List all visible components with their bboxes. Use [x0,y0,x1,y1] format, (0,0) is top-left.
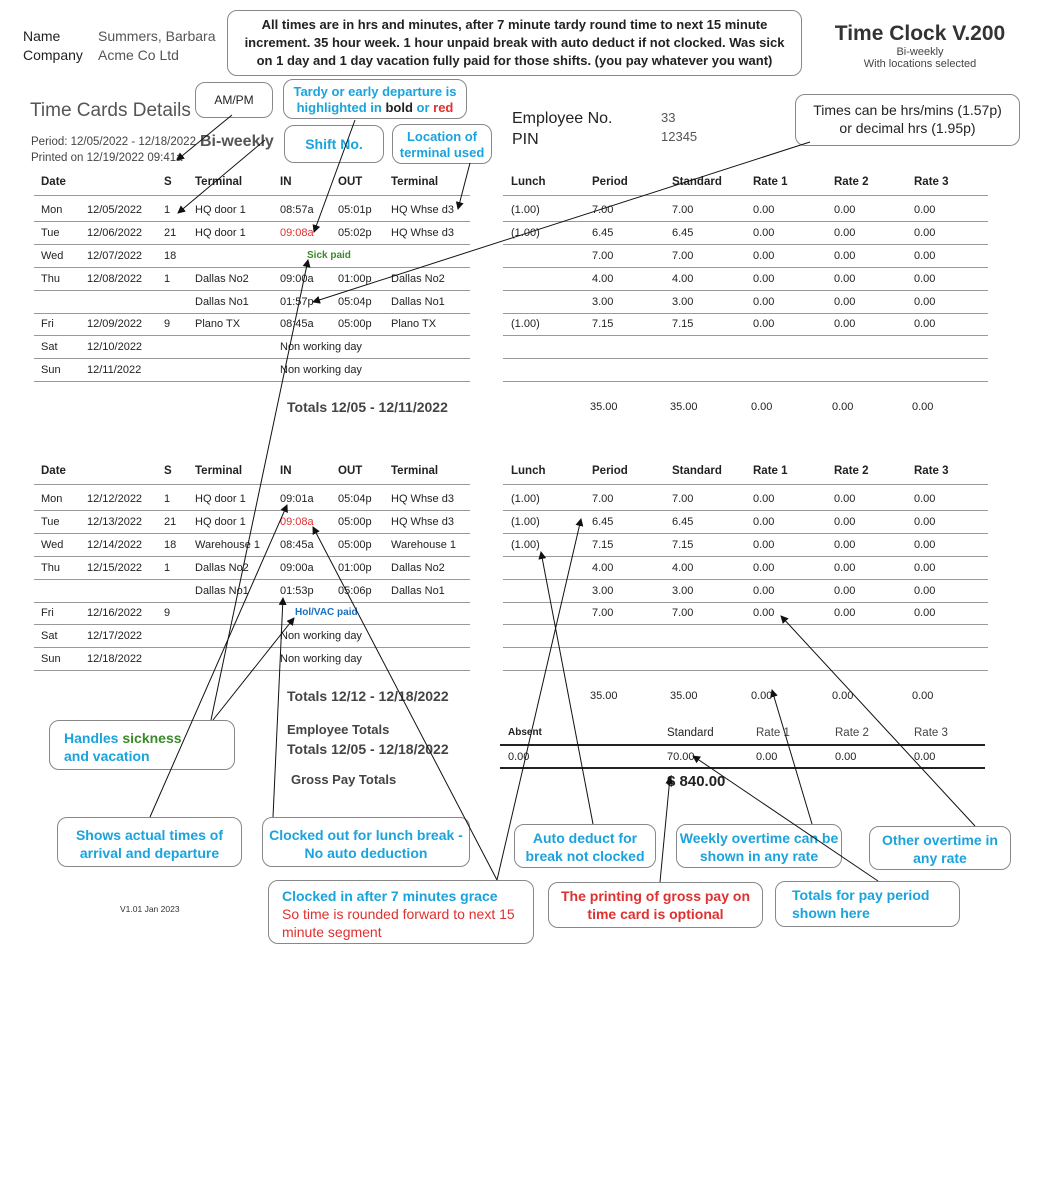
week2-row-s: 1 [164,562,171,574]
name-value: Summers, Barbara [98,28,216,44]
week2-row-lunch: (1.00) [511,539,540,551]
week1-totals-r3: 0.00 [912,401,934,413]
week2-row-term2: HQ Whse d3 [391,516,454,528]
week1-row-in: 01:57p [280,296,314,308]
week2-row-period: 7.15 [592,539,614,551]
week1-row-s: 1 [164,204,171,216]
week2-row-std: 6.45 [672,516,694,528]
week1-row-out: 05:01p [338,204,372,216]
week1-row-in: 09:00a [280,273,314,285]
week2-row-term: Dallas No2 [195,562,249,574]
week2-row-day: Thu [41,562,60,574]
week2-row-in: Non working day [280,630,362,642]
callout-auto-deduct-text: Auto deduct for break not clocked [525,830,645,864]
et-std: 70.00 [667,751,695,763]
week1-row-term2: Dallas No1 [391,296,445,308]
week2-header-terminal2: Terminal [391,465,439,477]
week2-row-period: 6.45 [592,516,614,528]
week1-row-r2: 0.00 [834,273,856,285]
week2-row-in: 01:53p [280,585,314,597]
week2-row-r2: 0.00 [834,562,856,574]
week1-row-r2: 0.00 [834,204,856,216]
page-title: Time Cards Details [30,100,191,121]
week1-row-date: 12/11/2022 [87,364,142,376]
sickness-handles: Handles [64,730,119,746]
week1-row-lunch: (1.00) [511,227,540,239]
week2-row-in: 08:45a [280,539,314,551]
week1-row-date: 12/07/2022 [87,250,143,262]
week1-row-out: 05:02p [338,227,372,239]
week1-totals-r1: 0.00 [751,401,773,413]
week2-row-s: 9 [164,607,171,619]
week2-row-s: 21 [164,516,177,528]
week2-row-day: Tue [41,516,60,528]
callout-location-text: Location of terminal used [399,129,485,160]
week1-row-lunch: (1.00) [511,318,540,330]
callout-actual-text: Shows actual times of arrival and departure [75,827,224,861]
week1-row-s: 1 [164,273,171,285]
et-r2: 0.00 [835,751,857,763]
week2-row-date: 12/17/2022 [87,630,143,642]
week2-row-date: 12/12/2022 [87,493,143,505]
week2-row-out: 05:06p [338,585,372,597]
week1-row-r1: 0.00 [753,318,775,330]
week2-row-r3: 0.00 [914,562,936,574]
week1-header-terminal: Terminal [195,176,243,188]
week1-row-std: 7.00 [672,204,694,216]
week2-row-std: 3.00 [672,585,694,597]
week2-header-rate3: Rate 3 [914,465,949,477]
week2-row-in: 09:00a [280,562,314,574]
week1-row-day: Mon [41,204,63,216]
week1-row-r3: 0.00 [914,250,936,262]
week1-row-std: 7.15 [672,318,694,330]
tardy-or: or [416,100,430,115]
week1-row-period: 7.00 [592,204,614,216]
week1-row-period: 3.00 [592,296,614,308]
week2-row-std: 7.00 [672,607,694,619]
week1-row-std: 7.00 [672,250,694,262]
week2-header-in: IN [280,465,292,477]
company-label: Company [23,47,83,63]
week1-row-std: 6.45 [672,227,694,239]
week1-row-day: Sun [41,364,61,376]
printed-text: Printed on 12/19/2022 09:41a [31,152,183,164]
week2-vac-note: Hol/VAC paid [295,607,358,618]
week1-row-r2: 0.00 [834,296,856,308]
week2-row-term: Warehouse 1 [195,539,261,551]
week2-row-std: 7.00 [672,493,694,505]
callout-shift-text: Shift No. [305,136,363,152]
week2-totals-label: Totals 12/12 - 12/18/2022 [287,688,449,704]
company-value: Acme Co Ltd [98,47,179,63]
pin-value: 12345 [661,129,698,144]
week1-header-out: OUT [338,176,363,188]
week1-row-std: 3.00 [672,296,694,308]
week2-row-date: 12/16/2022 [87,607,143,619]
week2-row-out: 05:00p [338,539,372,551]
et-r1: 0.00 [756,751,778,763]
week1-row-r1: 0.00 [753,204,775,216]
week1-row-r2: 0.00 [834,227,856,239]
et-absent: 0.00 [508,751,530,763]
week1-row-term: Dallas No1 [195,296,249,308]
week1-row-r3: 0.00 [914,296,936,308]
week2-row-in: 09:01a [280,493,314,505]
week1-sick-note: Sick paid [307,250,351,261]
app-sub1: Bi-weekly [896,46,944,58]
app-sub2: With locations selected [863,58,977,70]
week1-header-rate2: Rate 2 [834,176,869,188]
week1-row-period: 7.15 [592,318,614,330]
week1-row-term: Plano TX [195,318,241,330]
week2-row-day: Sat [41,630,58,642]
et-std-label: Standard [667,727,714,739]
week2-row-out: 05:04p [338,493,372,505]
week1-row-r3: 0.00 [914,273,936,285]
week1-row-std: 4.00 [672,273,694,285]
week2-totals-std: 35.00 [670,690,698,702]
week1-header-rate1: Rate 1 [753,176,788,188]
week1-header-s: S [164,176,172,188]
week1-row-r3: 0.00 [914,318,936,330]
callout-gross-optional-text: The printing of gross pay on time card is optional [561,888,750,922]
tardy-line2: highlighted in [296,100,382,115]
week1-row-out: 05:04p [338,296,372,308]
week2-row-period: 7.00 [592,493,614,505]
frequency-text: Bi-weekly [200,133,274,150]
week1-row-date: 12/10/2022 [87,341,143,353]
period-text: Period: 12/05/2022 - 12/18/2022 [31,136,196,148]
week2-row-r3: 0.00 [914,585,936,597]
week2-row-lunch: (1.00) [511,516,540,528]
week2-row-term2: HQ Whse d3 [391,493,454,505]
week2-row-date: 12/18/2022 [87,653,143,665]
week2-row-r2: 0.00 [834,585,856,597]
week1-row-in: 08:57a [280,204,314,216]
week2-row-r1: 0.00 [753,607,775,619]
week1-row-s: 9 [164,318,171,330]
week2-row-period: 3.00 [592,585,614,597]
week2-row-out: 05:00p [338,516,372,528]
week1-row-date: 12/06/2022 [87,227,143,239]
week2-row-term: HQ door 1 [195,516,246,528]
week2-row-r1: 0.00 [753,516,775,528]
week2-row-term2: Dallas No1 [391,585,445,597]
week1-row-r2: 0.00 [834,250,856,262]
grace-body: So time is rounded forward to next 15 minute segment [282,906,515,940]
week1-row-date: 12/09/2022 [87,318,143,330]
gross-pay-label: Gross Pay Totals [291,772,397,787]
week1-header-terminal2: Terminal [391,176,439,188]
gross-pay-value: $ 840.00 [667,773,726,790]
week1-row-day: Tue [41,227,60,239]
week2-totals-r2: 0.00 [832,690,854,702]
callout-times-format-text: Times can be hrs/mins (1.57p) or decimal hrs (1.95p) [813,102,1002,136]
callout-weekly-ot-text: Weekly overtime can be shown in any rate [679,830,839,864]
week1-row-out: 05:00p [338,318,372,330]
callout-other-ot-text: Other overtime in any rate [882,832,998,866]
tardy-line1: Tardy or early departure is [293,84,457,99]
app-title: Time Clock V.200 [834,22,1006,45]
week1-header-lunch: Lunch [511,176,546,188]
week2-row-out: 01:00p [338,562,372,574]
week1-totals-r2: 0.00 [832,401,854,413]
week2-row-term2: Dallas No2 [391,562,445,574]
week2-row-day: Wed [41,539,64,551]
week1-row-term: HQ door 1 [195,227,246,239]
week2-header-rate2: Rate 2 [834,465,869,477]
week1-row-date: 12/08/2022 [87,273,143,285]
week2-row-term2: Warehouse 1 [391,539,457,551]
week2-row-lunch: (1.00) [511,493,540,505]
week2-row-r1: 0.00 [753,539,775,551]
week2-header-rate1: Rate 1 [753,465,788,477]
week2-totals-r3: 0.00 [912,690,934,702]
week1-row-term2: HQ Whse d3 [391,204,454,216]
week1-row-r3: 0.00 [914,227,936,239]
week1-row-r1: 0.00 [753,250,775,262]
week1-row-r1: 0.00 [753,296,775,308]
week1-row-period: 7.00 [592,250,614,262]
week2-row-period: 4.00 [592,562,614,574]
week2-row-s: 1 [164,493,171,505]
week1-row-in: Non working day [280,364,362,376]
week2-row-r2: 0.00 [834,516,856,528]
week2-header-period: Period [592,465,628,477]
week2-totals-period: 35.00 [590,690,618,702]
week2-header-terminal: Terminal [195,465,243,477]
week1-row-s: 18 [164,250,177,262]
week1-row-term2: HQ Whse d3 [391,227,454,239]
week2-header-standard: Standard [672,465,722,477]
week2-row-r2: 0.00 [834,607,856,619]
week2-header-out: OUT [338,465,363,477]
week1-row-s: 21 [164,227,177,239]
week1-row-in: 09:08a [280,227,314,239]
week2-row-r1: 0.00 [753,585,775,597]
grace-title: Clocked in after 7 minutes grace [282,888,498,904]
week2-row-day: Mon [41,493,63,505]
callout-lunch-text: Clocked out for lunch break - No auto deduction [269,827,463,861]
callout-totals-pp-text: Totals for pay period shown here [792,887,930,921]
week1-row-day: Sat [41,341,58,353]
sickness-word: sickness [122,730,182,746]
et-r1-label: Rate 1 [756,727,790,739]
week1-row-r1: 0.00 [753,227,775,239]
week1-row-day: Wed [41,250,64,262]
arrow-lines [150,115,975,882]
tardy-bold: bold [385,100,413,115]
week1-header-date: Date [41,176,66,188]
week2-row-date: 12/15/2022 [87,562,143,574]
name-label: Name [23,28,61,44]
week2-row-period: 7.00 [592,607,614,619]
tardy-red: red [433,100,454,115]
pin-label: PIN [512,131,539,148]
week2-row-s: 18 [164,539,177,551]
week1-row-period: 6.45 [592,227,614,239]
week1-row-in: Non working day [280,341,362,353]
week1-row-term2: Plano TX [391,318,437,330]
week1-totals-std: 35.00 [670,401,698,413]
emp-no-label: Employee No. [512,110,613,127]
week1-row-day: Thu [41,273,60,285]
week2-row-std: 7.15 [672,539,694,551]
week1-totals-label: Totals 12/05 - 12/11/2022 [287,399,448,415]
week1-row-period: 4.00 [592,273,614,285]
emp-no: 33 [661,110,676,125]
week1-row-day: Fri [41,318,54,330]
week1-row-r2: 0.00 [834,318,856,330]
week2-row-r3: 0.00 [914,516,936,528]
week1-header-in: IN [280,176,292,188]
week1-header-standard: Standard [672,176,722,188]
employee-totals-label: Employee Totals [287,722,390,737]
week2-row-term: Dallas No1 [195,585,249,597]
version-label: V1.01 Jan 2023 [120,904,180,914]
week1-totals-period: 35.00 [590,401,618,413]
week1-row-in: 08:45a [280,318,314,330]
week2-header-s: S [164,465,172,477]
week2-row-r3: 0.00 [914,607,936,619]
et-r2-label: Rate 2 [835,727,869,739]
info-note-text: All times are in hrs and minutes, after 7 minute tardy round time to next 15 minute increment. 35 hour week. 1 hour unpaid break with auto deduct if not clocked. Was sick on 1 day and 1 day vacation fully paid for those shifts. (you pay whatever you want) [244,17,785,68]
week2-row-in: 09:08a [280,516,314,528]
week2-row-r3: 0.00 [914,493,936,505]
callout-ampm-text: AM/PM [214,93,254,107]
week1-row-lunch: (1.00) [511,204,540,216]
week1-header-rate3: Rate 3 [914,176,949,188]
week2-row-r2: 0.00 [834,493,856,505]
week1-row-date: 12/05/2022 [87,204,143,216]
et-r3: 0.00 [914,751,936,763]
week1-row-term: Dallas No2 [195,273,249,285]
week2-totals-r1: 0.00 [751,690,773,702]
week1-row-out: 01:00p [338,273,372,285]
et-r3-label: Rate 3 [914,727,948,739]
week2-row-day: Fri [41,607,54,619]
week2-row-r1: 0.00 [753,562,775,574]
absent-label: Absent [508,727,542,738]
week2-row-std: 4.00 [672,562,694,574]
week2-row-date: 12/14/2022 [87,539,143,551]
week1-row-r1: 0.00 [753,273,775,285]
week2-header-date: Date [41,465,66,477]
sickness-vacation: and vacation [64,748,150,764]
week2-row-r3: 0.00 [914,539,936,551]
employee-totals-range: Totals 12/05 - 12/18/2022 [287,741,449,757]
week1-row-term: HQ door 1 [195,204,246,216]
week2-row-date: 12/13/2022 [87,516,143,528]
week2-row-r1: 0.00 [753,493,775,505]
week1-row-r3: 0.00 [914,204,936,216]
week2-row-in: Non working day [280,653,362,665]
week2-header-lunch: Lunch [511,465,546,477]
week1-row-term2: Dallas No2 [391,273,445,285]
week2-row-r2: 0.00 [834,539,856,551]
week2-row-day: Sun [41,653,61,665]
week1-header-period: Period [592,176,628,188]
week2-row-term: HQ door 1 [195,493,246,505]
